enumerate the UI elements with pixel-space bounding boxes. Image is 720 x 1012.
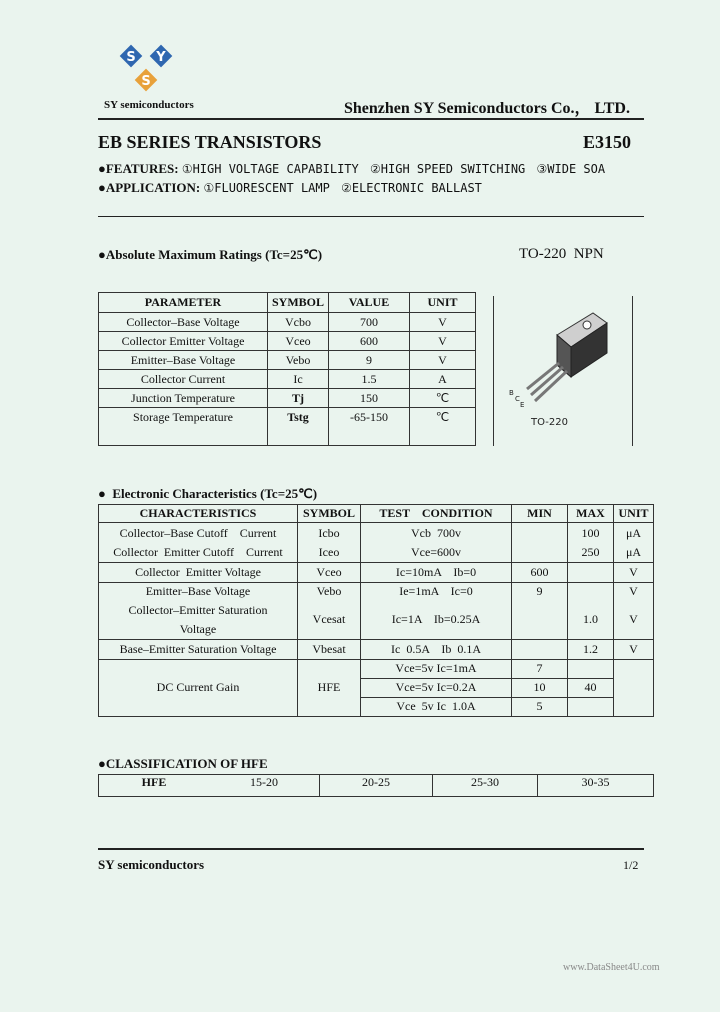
table-row: [99, 370, 476, 389]
package-type: TO-220 NPN: [519, 246, 604, 262]
col-header: MAX: [568, 505, 614, 523]
cell: 7: [512, 659, 568, 678]
cell: HFE: [99, 775, 210, 797]
cell: Ic=1A Ib=0.25A: [361, 601, 512, 640]
cell: 10: [512, 678, 568, 697]
cell: 25-30: [433, 775, 538, 797]
cell: [512, 639, 568, 659]
table-row: [99, 313, 476, 332]
table-row: [99, 639, 654, 659]
cell: Vce 5v Ic 1.0A: [361, 697, 512, 716]
pin-label-c: C: [515, 395, 520, 403]
cell: 600: [329, 332, 410, 351]
cell: Ic: [268, 370, 329, 389]
hfe-class-title: ●CLASSIFICATION OF HFE: [98, 756, 268, 771]
cell: 600: [512, 563, 568, 583]
cell: [568, 523, 614, 563]
cell: [568, 583, 614, 601]
unit-iceo: μA: [625, 544, 642, 559]
cell: Ic 0.5A Ib 0.1A: [361, 639, 512, 659]
table-row: [99, 583, 654, 601]
table-row: [99, 563, 654, 583]
page-number: 1/2: [623, 858, 639, 872]
package-frame-left: [493, 296, 494, 446]
cell: 20-25: [320, 775, 433, 797]
cell: 15-20: [209, 775, 320, 797]
to220-package-drawing: [505, 305, 625, 430]
application-line: [98, 180, 482, 196]
cell: Collector–Emitter Saturation Voltage: [99, 601, 298, 640]
cell: 150: [329, 389, 410, 408]
cell: Vebo: [268, 351, 329, 370]
cell: Ie=1mA Ic=0: [361, 583, 512, 601]
cell: [512, 523, 568, 563]
hfe-class-table: [98, 774, 654, 797]
footer-company: SY semiconductors: [98, 857, 205, 872]
cell: V: [614, 563, 654, 583]
watermark-url: www.DataSheet4U.com: [563, 962, 660, 973]
cell: Junction Temperature: [99, 389, 268, 408]
pin-label-e: E: [520, 401, 525, 409]
char-icbo: Collector–Base Cutoff Current: [119, 525, 277, 540]
col-header: TEST CONDITION: [361, 505, 512, 523]
cell: Vcbo: [268, 313, 329, 332]
cond-iceo: Vce=600v: [410, 544, 462, 559]
abs-max-title: ●Absolute Maximum Ratings (Tc=25℃): [98, 247, 323, 262]
char-iceo: Collector Emitter Cutoff Current: [113, 544, 283, 559]
unit-icbo: μA: [625, 525, 642, 540]
series-title: EB SERIES TRANSISTORS: [98, 132, 322, 152]
cell: Collector–Base Voltage: [99, 313, 268, 332]
table-row: [99, 332, 476, 351]
cell: V: [614, 601, 654, 640]
sym-iceo: Iceo: [318, 544, 340, 559]
cell: Vce=5v Ic=0.2A: [361, 678, 512, 697]
cell: [614, 659, 654, 716]
features-label: ●FEATURES:: [98, 161, 179, 176]
col-header: UNIT: [410, 293, 476, 313]
cell: Tj: [268, 389, 329, 408]
sym-icbo: Icbo: [318, 525, 340, 540]
cell: Collector Emitter Voltage: [99, 563, 298, 583]
cell: 9: [329, 351, 410, 370]
svg-text:S: S: [141, 74, 151, 89]
svg-text:S: S: [126, 50, 136, 65]
cell: [614, 523, 654, 563]
svg-text:Y: Y: [156, 50, 166, 65]
cell: Storage Temperature: [99, 408, 268, 446]
cell: [512, 601, 568, 640]
table-row: [99, 389, 476, 408]
cell: HFE: [298, 659, 361, 716]
cell: Base–Emitter Saturation Voltage: [99, 639, 298, 659]
cell: Emitter–Base Voltage: [99, 583, 298, 601]
max-iceo: 250: [581, 544, 600, 559]
table-row: [99, 408, 476, 446]
company-logo: [118, 40, 178, 102]
cell: Collector Current: [99, 370, 268, 389]
application-item: ②ELECTRONIC BALLAST: [341, 181, 482, 195]
cell: DC Current Gain: [99, 659, 298, 716]
cell: [568, 659, 614, 678]
feature-item: ①HIGH VOLTAGE CAPABILITY: [181, 162, 359, 176]
cell: [568, 563, 614, 583]
package-label: TO-220: [531, 417, 568, 428]
col-header: SYMBOL: [268, 293, 329, 313]
cell: ℃: [410, 389, 476, 408]
cell: [99, 523, 298, 563]
cell: V: [410, 351, 476, 370]
cell: Vcesat: [298, 601, 361, 640]
cell: 5: [512, 697, 568, 716]
col-header: MIN: [512, 505, 568, 523]
table-row: [99, 351, 476, 370]
table-row: [99, 523, 654, 563]
cell: Emitter–Base Voltage: [99, 351, 268, 370]
cell: 1.5: [329, 370, 410, 389]
cell: 40: [568, 678, 614, 697]
cell: V: [410, 313, 476, 332]
feature-item: ③WIDE SOA: [536, 162, 606, 176]
elec-table: [98, 504, 654, 717]
cell: Vceo: [298, 563, 361, 583]
cell: 1.0: [568, 601, 614, 640]
cell: [298, 523, 361, 563]
elec-title: ● Electronic Characteristics (Tc=25℃): [98, 486, 318, 501]
cond-icbo: Vcb 700v: [411, 525, 461, 540]
col-header: PARAMETER: [99, 293, 268, 313]
cell: -65-150: [329, 408, 410, 446]
cell: Collector Emitter Voltage: [99, 332, 268, 351]
abs-max-table: [98, 292, 476, 446]
cell: Vbesat: [298, 639, 361, 659]
col-header: SYMBOL: [298, 505, 361, 523]
cell: 30-35: [538, 775, 654, 797]
col-header: UNIT: [614, 505, 654, 523]
table-row: [99, 601, 654, 640]
cell: 1.2: [568, 639, 614, 659]
cell: A: [410, 370, 476, 389]
part-number: E3150: [583, 132, 632, 152]
cell: Ic=10mA Ib=0: [361, 563, 512, 583]
application-item: ①FLUORESCENT LAMP: [203, 181, 330, 195]
max-icbo: 100: [581, 525, 600, 540]
logo-text: SY semiconductors: [104, 99, 194, 111]
application-label: ●APPLICATION:: [98, 180, 201, 195]
company-name: Shenzhen SY Semiconductors Co.， LTD.: [344, 100, 630, 117]
cell: [361, 523, 512, 563]
col-header: CHARACTERISTICS: [99, 505, 298, 523]
cell: [568, 697, 614, 716]
cell: ℃: [410, 408, 476, 446]
pin-label-b: B: [509, 389, 514, 397]
cell: 9: [512, 583, 568, 601]
cell: V: [614, 639, 654, 659]
table-row: [99, 659, 654, 678]
feature-item: ②HIGH SPEED SWITCHING: [370, 162, 526, 176]
cell: 700: [329, 313, 410, 332]
cell: Vceo: [268, 332, 329, 351]
cell: Tstg: [268, 408, 329, 446]
package-frame-right: [632, 296, 633, 446]
features-line: [98, 161, 605, 177]
cell: V: [614, 583, 654, 601]
cell: Vce=5v Ic=1mA: [361, 659, 512, 678]
cell: V: [410, 332, 476, 351]
cell: Vebo: [298, 583, 361, 601]
col-header: VALUE: [329, 293, 410, 313]
